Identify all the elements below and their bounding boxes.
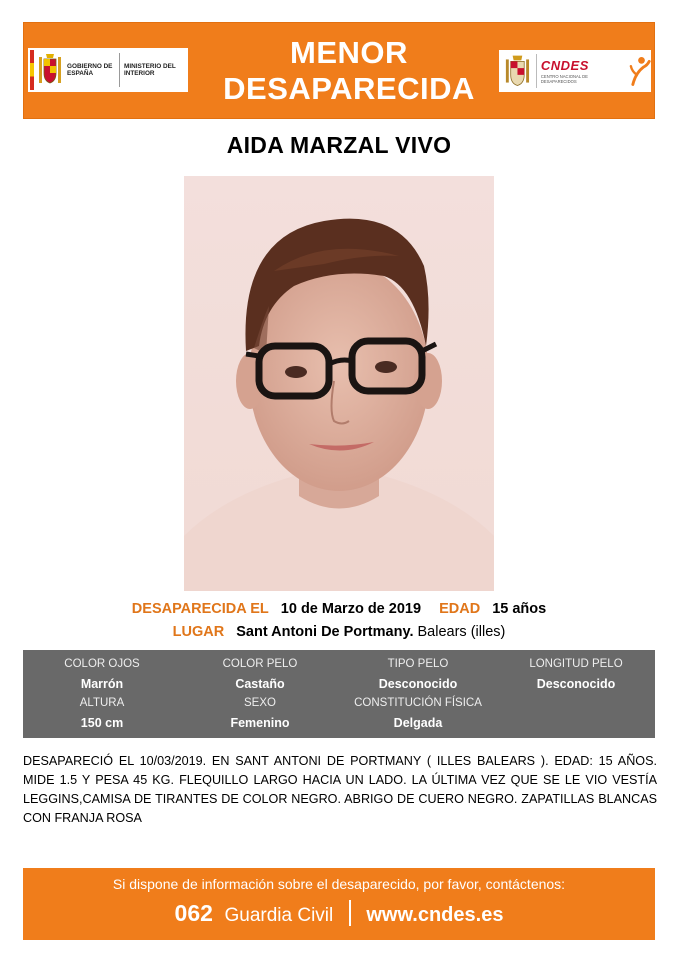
age-value: 15 años (492, 601, 547, 617)
case-description: DESAPARECIÓ EL 10/03/2019. EN SANT ANTONI DE PORTMANY ( ILLES BALEARS ). EDAD: 15 AÑOS. MIDE 1.5 Y PESA 45 KG. FLEQUILLO LARGO HACIA UN LADO. LA ÚLTIMA VEZ QUE SE LE VIO VESTÍA LEGGINS,CAMISA DE TIRANTES DE COLOR NEGRO. ABRIGO DE CUERO NEGRO. ZAPATILLAS BLANCAS CON FRANJA ROSA (23, 754, 657, 825)
hair-type-label: TIPO PELO (387, 658, 449, 670)
hair-type-cell (339, 658, 497, 691)
coat-of-arms-icon (503, 53, 532, 89)
cndes-logo (499, 50, 651, 92)
build-label: CONSTITUCIÓN FÍSICA (354, 697, 482, 709)
alert-title-line1: MENOR (290, 35, 408, 70)
hair-length-value: Desconocido (536, 677, 616, 691)
eye-color-cell (23, 658, 181, 691)
website-link[interactable]: www.cndes.es (366, 904, 504, 926)
phone-number[interactable]: 062 (174, 900, 213, 926)
place-line (0, 624, 678, 640)
spain-coat-of-arms-icon (37, 53, 63, 87)
physical-details-panel (23, 650, 655, 738)
hair-color-cell (181, 658, 339, 691)
age-label: EDAD (439, 601, 481, 617)
cndes-wordmark-text: CNDES (540, 58, 589, 73)
hair-type-value: Desconocido (378, 677, 458, 691)
sex-label: SEXO (244, 697, 276, 709)
person-photo (184, 176, 494, 591)
portrait-image (184, 176, 494, 591)
place-label: LUGAR (172, 624, 225, 640)
agency-name: Guardia Civil (224, 905, 334, 926)
build-value: Delgada (393, 716, 443, 730)
hair-color-label: COLOR PELO (222, 658, 298, 670)
height-value: 150 cm (80, 716, 124, 730)
hair-color-value: Castaño (235, 677, 285, 691)
hair-length-label: LONGITUD PELO (529, 658, 623, 670)
contact-divider (349, 900, 351, 926)
gobierno-ministerio-logo (28, 48, 188, 92)
person-name: AIDA MARZAL VIVO (226, 132, 452, 158)
header-banner (23, 22, 655, 119)
contact-details (23, 900, 655, 927)
missing-date-line (0, 601, 678, 617)
place-region: Balears (illes) (417, 624, 506, 640)
missing-date-label: DESAPARECIDA EL (131, 601, 269, 617)
cndes-wordmark-subtext: CENTRO NACIONAL DE DESAPARECIDOS (540, 74, 588, 84)
running-figure-icon (628, 55, 651, 87)
gobierno-text: GOBIERNO DE ESPAÑA (67, 62, 113, 77)
alert-title-line2: DESAPARECIDA (223, 71, 475, 106)
cndes-wordmark (541, 58, 622, 84)
sex-value: Femenino (230, 716, 290, 730)
height-cell (23, 697, 181, 730)
hair-length-cell (497, 658, 655, 691)
alert-title (204, 35, 494, 107)
missing-date-value: 10 de Marzo de 2019 (280, 601, 422, 617)
build-cell (339, 697, 497, 730)
eye-color-label: COLOR OJOS (64, 658, 140, 670)
place-value: Sant Antoni De Portmany. (236, 624, 414, 640)
eye-color-value: Marrón (80, 677, 124, 691)
sex-cell (181, 697, 339, 730)
logo-divider (536, 54, 537, 88)
contact-footer (23, 868, 655, 940)
ministerio-text: MINISTERIO DEL INTERIOR (124, 62, 176, 77)
logo-divider (119, 53, 120, 87)
contact-message: Si dispone de información sobre el desaparecido, por favor, contáctenos: (112, 876, 566, 892)
height-label: ALTURA (79, 697, 125, 709)
flag-stripe (30, 50, 34, 90)
